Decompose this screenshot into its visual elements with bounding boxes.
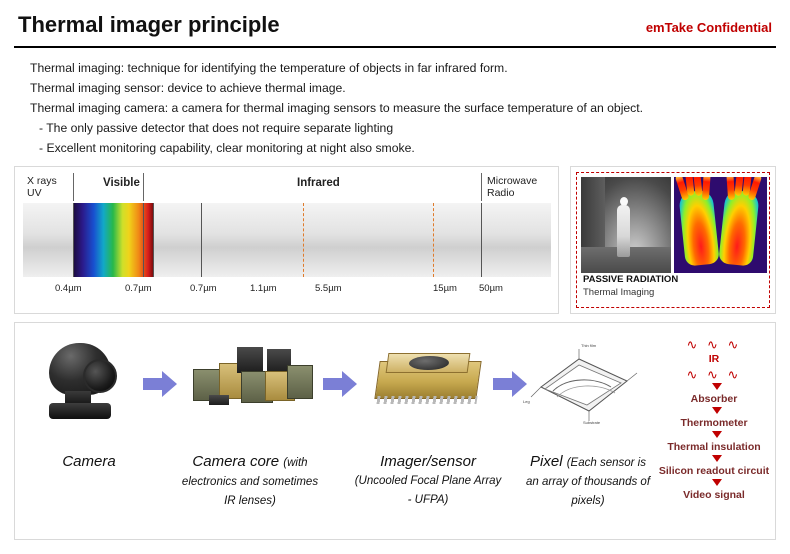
down-arrow-icon <box>712 383 722 390</box>
camera-core-illustration <box>193 343 313 419</box>
thermal-photo-hands <box>674 177 767 273</box>
band-label-microwave: Microwave <box>487 175 538 187</box>
chain-caption-imager <box>353 453 503 509</box>
pixel-stack-diagram <box>655 337 773 517</box>
stack-label-ir: IR <box>708 353 720 365</box>
chain-detail-camera-core: (with electronics and sometimes IR lenses) <box>181 457 319 507</box>
thermal-image-panel <box>570 166 776 314</box>
down-arrow-icon <box>712 407 722 414</box>
down-arrow-icon <box>712 479 722 486</box>
pixel-diagram-illustration <box>523 341 643 425</box>
spectrum-tick: 5.5µm <box>315 283 342 294</box>
down-arrow-icon <box>712 455 722 462</box>
thermal-image-frame <box>576 172 770 308</box>
spectrum-marker <box>73 203 74 277</box>
spectrum-tick: 0.7µm <box>190 283 217 294</box>
spectrum-tick: 15µm <box>433 283 457 294</box>
stack-label-video-signal: Video signal <box>683 489 745 501</box>
spectrum-panel <box>14 166 559 314</box>
stack-label-absorber: Absorber <box>690 393 738 405</box>
stack-label-readout: Silicon readout circuit <box>658 465 770 477</box>
chain-panel <box>14 322 776 540</box>
band-label-xrays: X rays <box>27 175 57 187</box>
chain-label-imager: Imager/sensor <box>380 453 476 470</box>
spectrum-tick: 0.4µm <box>55 283 82 294</box>
bullet-line: Thermal imaging: technique for identifying the temperature of objects in far infrared form. <box>30 61 508 75</box>
band-label-radio: Radio <box>487 187 515 199</box>
slide-header <box>14 10 776 48</box>
confidential-label: emTake Confidential <box>645 20 772 35</box>
chain-caption-camera-core <box>175 453 325 510</box>
band-divider <box>481 173 482 201</box>
arrow-icon <box>143 371 177 397</box>
spectrum-bar <box>23 203 551 277</box>
spectrum-tick: 1.1µm <box>250 283 277 294</box>
thermal-caption-title: PASSIVE RADIATION <box>583 274 679 285</box>
chain-label-pixel: Pixel <box>530 453 563 470</box>
bullet-list <box>30 58 770 158</box>
chain-detail-pixel: (Each sensor is an array of thousands of pixels) <box>525 457 651 507</box>
arrow-icon <box>493 371 527 397</box>
spectrum-tick: 50µm <box>479 283 503 294</box>
stack-label-thermometer: Thermometer <box>680 417 748 429</box>
band-divider <box>143 173 144 201</box>
chain-caption-pixel <box>523 453 653 510</box>
chain-detail-imager: (Uncooled Focal Plane Array - UFPA) <box>354 475 502 506</box>
chain-caption-camera <box>29 453 149 471</box>
pixel-svg <box>523 341 643 425</box>
band-label-infrared: Infrared <box>297 177 340 189</box>
down-arrow-icon <box>712 431 722 438</box>
thermal-caption-sub: Thermal Imaging <box>583 287 655 298</box>
camera-illustration <box>43 341 139 421</box>
band-label-visible: Visible <box>103 177 140 189</box>
imager-sensor-illustration <box>373 351 483 413</box>
thermal-photo-person <box>581 177 671 273</box>
bullet-line: Thermal imaging sensor: device to achieve thermal image. <box>30 81 346 95</box>
chain-label-camera: Camera <box>62 453 116 470</box>
bullet-line: - Excellent monitoring capability, clear monitoring at night also smoke. <box>39 141 415 155</box>
visible-spectrum-gradient <box>73 203 153 277</box>
spectrum-marker-dashed <box>433 203 434 277</box>
ir-wave-icon: ∿ ∿ ∿ <box>686 337 742 352</box>
spectrum-tick: 0.7µm <box>125 283 152 294</box>
stack-label-insulation: Thermal insulation <box>667 441 761 453</box>
spectrum-marker-dashed <box>303 203 304 277</box>
svg-text:Leg: Leg <box>523 399 530 404</box>
band-divider <box>73 173 74 201</box>
ir-wave-icon-2: ∿ ∿ ∿ <box>686 367 742 382</box>
page-title: Thermal imager principle <box>18 12 280 37</box>
spectrum-marker <box>153 203 154 277</box>
band-label-uv: UV <box>27 187 42 199</box>
spectrum-marker <box>143 203 144 277</box>
spectrum-marker <box>201 203 202 277</box>
spectrum-marker <box>481 203 482 277</box>
svg-text:Substrate: Substrate <box>583 420 601 425</box>
bullet-line: Thermal imaging camera: a camera for thermal imaging sensors to measure the surface temperature of an object. <box>30 101 644 115</box>
bullet-line: - The only passive detector that does not require separate lighting <box>39 121 394 135</box>
svg-text:Thin film: Thin film <box>581 343 597 348</box>
spectrum-band-labels <box>15 167 558 197</box>
thermal-caption <box>581 273 767 303</box>
arrow-icon <box>323 371 357 397</box>
chain-label-camera-core: Camera core <box>192 453 280 470</box>
